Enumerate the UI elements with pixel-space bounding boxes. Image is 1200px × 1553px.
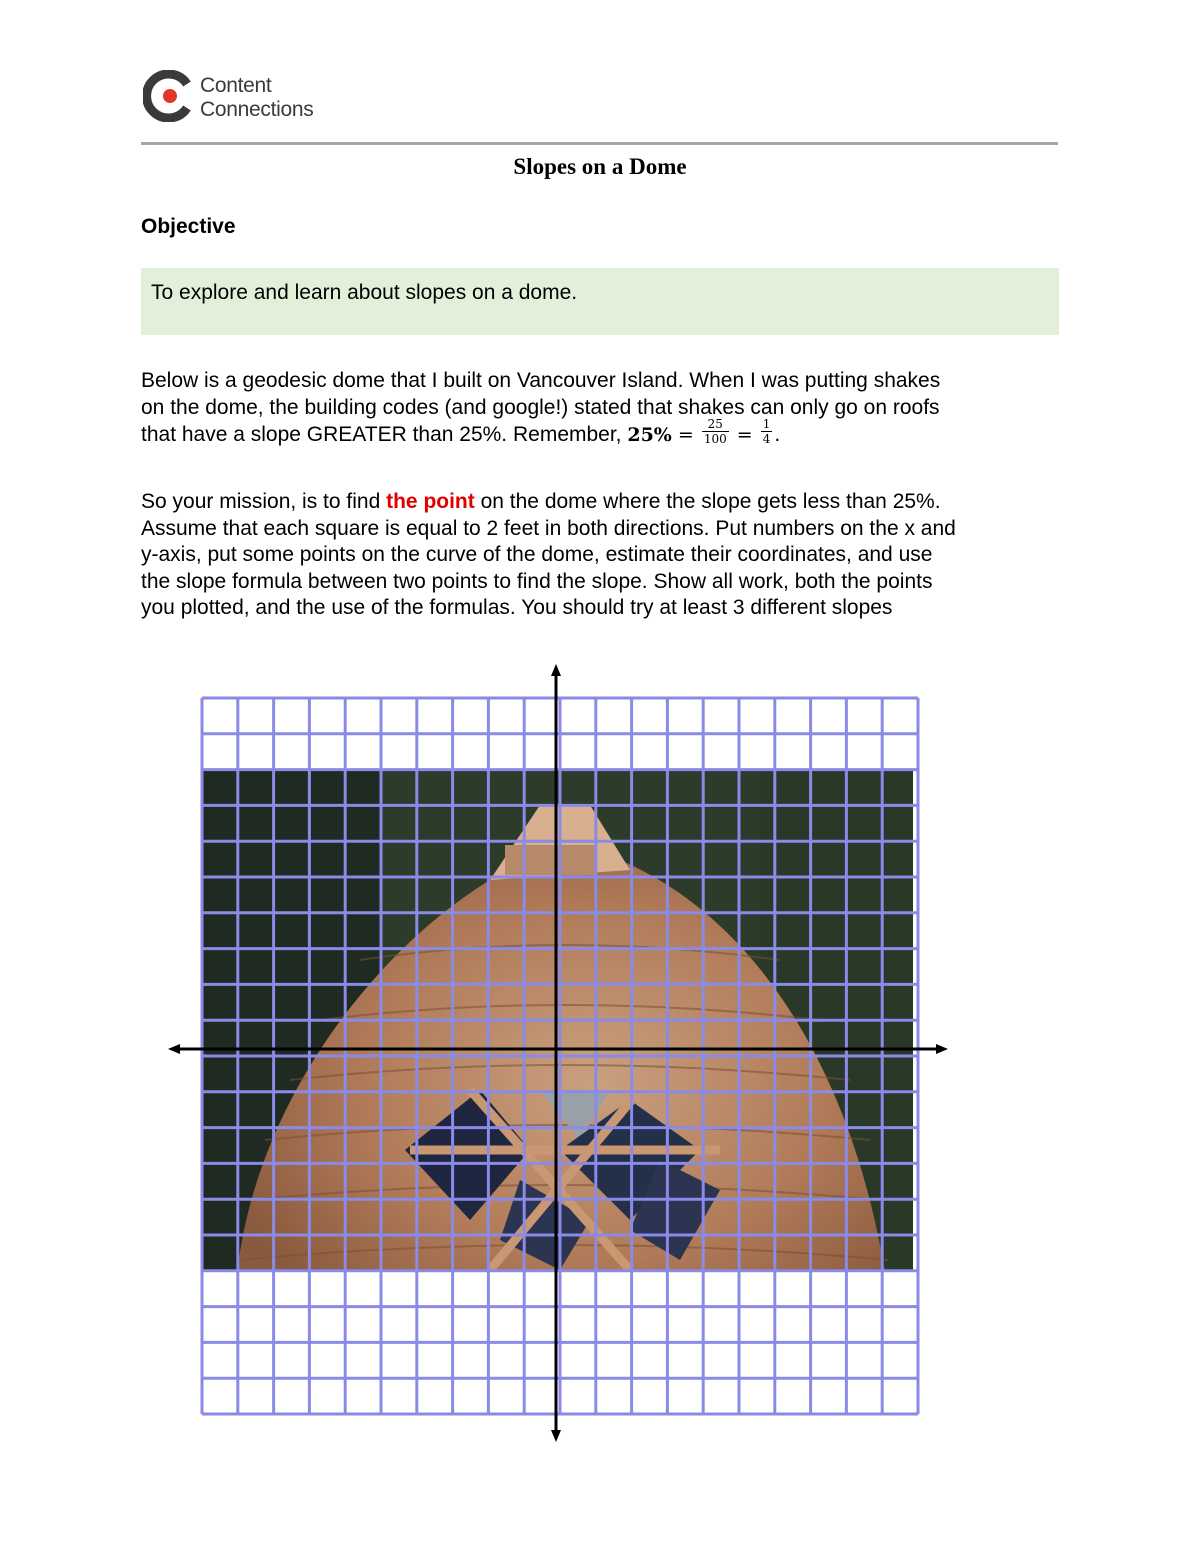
logo-wordmark — [200, 74, 313, 122]
mission-line-3: y-axis, put some points on the curve of the dome, estimate their coordinates, and use — [141, 543, 933, 566]
logo-line-1: Content — [200, 74, 272, 97]
x-axis-arrow-right — [936, 1044, 948, 1054]
header-divider — [141, 142, 1058, 145]
coordinate-grid-figure — [160, 660, 960, 1450]
grid-lines — [202, 698, 918, 1414]
mission-line-2: Assume that each square is equal to 2 feet in both directions. Put numbers on the x and — [141, 516, 956, 540]
dome-grid-svg — [160, 660, 960, 1450]
y-axis-arrow-up — [551, 664, 561, 676]
math-percent: 25% = — [627, 424, 700, 447]
objective-heading: Objective — [141, 215, 236, 238]
math-equals: = — [730, 424, 759, 447]
logo-line-2: Connections — [200, 98, 314, 121]
fraction-25-100: $\frac{25}{100}$ — [703, 417, 727, 446]
intro-paragraph — [141, 368, 1071, 450]
x-axis-arrow-left — [168, 1044, 180, 1054]
logo-c-icon — [143, 70, 195, 122]
fraction-1-4: $\frac{1}{4}$ — [762, 417, 771, 446]
intro-line-3 — [141, 417, 1071, 450]
mission-line-4: the slope formula between two points to find the slope. Show all work, both the points — [141, 569, 933, 593]
mission-paragraph — [141, 489, 1071, 622]
the-point-highlight: the point — [386, 490, 475, 513]
intro-line-3-text: that have a slope GREATER than 25%. Remember, — [141, 423, 628, 447]
objective-box — [141, 268, 1059, 335]
mission-line-1: So your mission, is to find the point on the dome where the slope gets less than 25%. — [141, 490, 941, 513]
intro-period: . — [774, 423, 781, 447]
intro-line-2: on the dome, the building codes (and google!) stated that shakes can only go on roofs — [141, 395, 940, 419]
intro-line-1: Below is a geodesic dome that I built on Vancouver Island. When I was putting shakes — [141, 369, 941, 392]
mission-line-5: you plotted, and the use of the formulas. You should try at least 3 different slopes — [141, 596, 893, 619]
objective-text: To explore and learn about slopes on a dome. — [151, 281, 578, 304]
content-connections-logo — [143, 70, 343, 122]
y-axis-arrow-down — [551, 1430, 561, 1442]
page-title: Slopes on a Dome — [513, 154, 687, 179]
